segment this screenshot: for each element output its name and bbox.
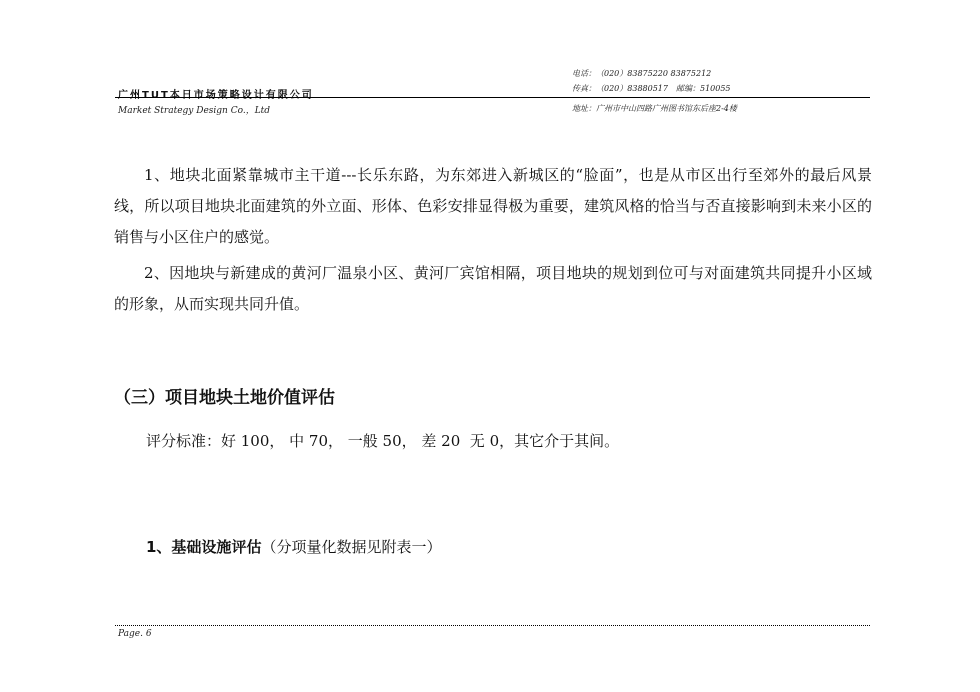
subsection-heading bbox=[146, 536, 441, 557]
subsection-note: （分项量化数据见附表一） bbox=[261, 538, 442, 556]
company-name-en: Market Strategy Design Co.，Ltd bbox=[118, 106, 271, 116]
section-heading: （三）项目地块土地价值评估 bbox=[114, 388, 335, 408]
footer-divider bbox=[115, 625, 870, 626]
header-phone: 电话：（020）83875220 83875212 bbox=[572, 69, 712, 78]
header-divider bbox=[115, 97, 870, 98]
page-number: Page. 6 bbox=[118, 629, 152, 639]
scoring-criteria: 评分标准：好 100， 中 70， 一般 50， 差 20 无 0，其它介于其间。 bbox=[146, 432, 620, 450]
subsection-title: 1、基础设施评估 bbox=[146, 538, 262, 556]
paragraph-2: 2、因地块与新建成的黄河厂温泉小区、黄河厂宾馆相隔，项目地块的规划到位可与对面建筑共同提升小区域的形象，从而实现共同升值。 bbox=[114, 264, 872, 313]
company-name-cn: 广州TUT本日市场策略设计有限公司 bbox=[118, 90, 314, 101]
header-fax: 传真：（020）83880517 邮编：510055 bbox=[572, 84, 731, 93]
header-address: 地址：广州市中山四路广州图书馆东后座2-4楼 bbox=[572, 104, 737, 113]
paragraph-1: 1、地块北面紧靠城市主干道---长乐东路，为东郊进入新城区的“脸面”，也是从市区出行至郊外的最后风景线，所以项目地块北面建筑的外立面、形体、色彩安排显得极为重要，建筑风格的恰当与否直接影响到未来小区的销售与小区住户的感觉。 bbox=[114, 166, 872, 246]
